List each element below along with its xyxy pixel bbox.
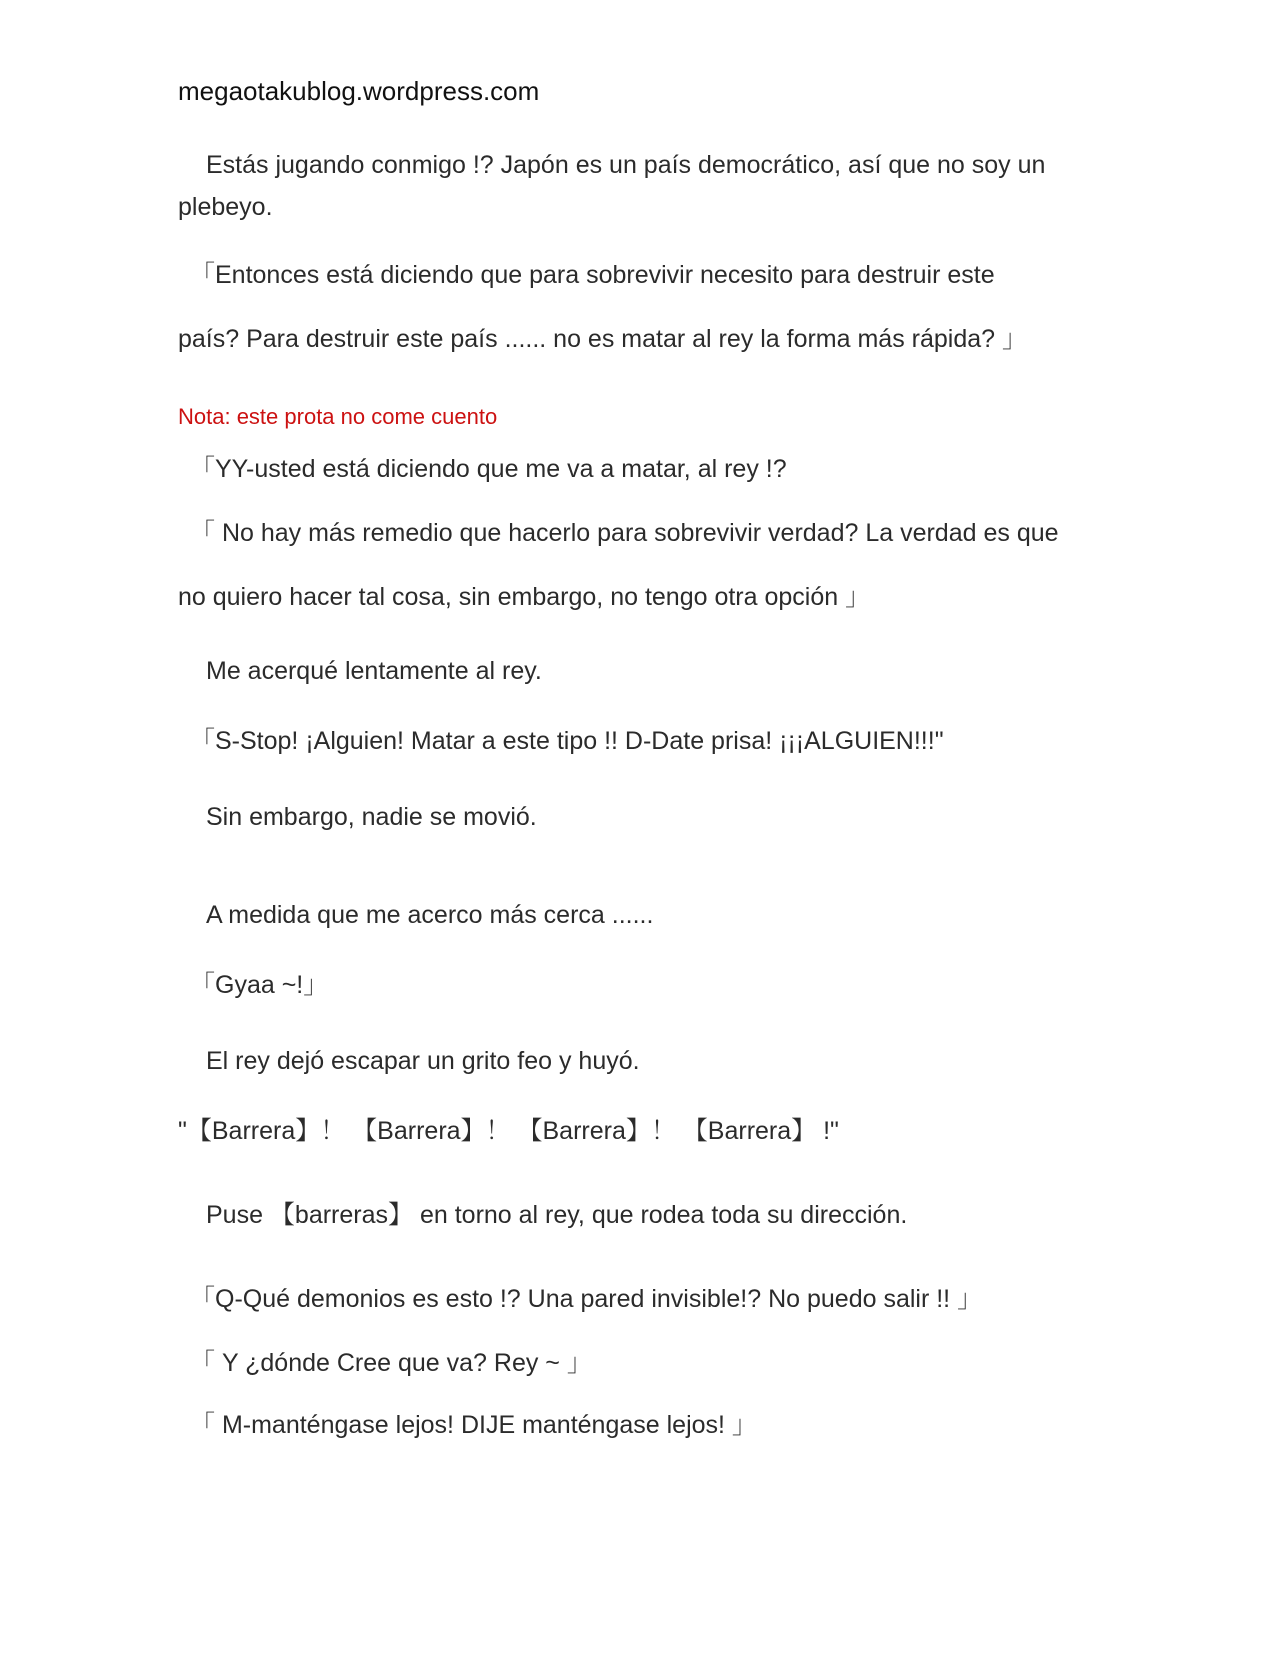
paragraph-line: plebeyo. bbox=[178, 193, 273, 221]
dialogue-line: 「Entonces está diciendo que para sobrevivir necesito para destruir este bbox=[190, 261, 995, 289]
translator-note: Nota: este prota no come cuento bbox=[178, 404, 498, 429]
dialogue-line: no quiero hacer tal cosa, sin embargo, no tengo otra opción 」 bbox=[178, 583, 871, 611]
dialogue-line: 「 Y ¿dónde Cree que va? Rey ~ 」 bbox=[190, 1349, 592, 1377]
dialogue-line: 「YY-usted está diciendo que me va a matar, al rey !? bbox=[190, 455, 787, 483]
dialogue-line: "【Barrera】！ 【Barrera】！ 【Barrera】！ 【Barrera】 !" bbox=[178, 1117, 839, 1145]
dialogue-line: 「Gyaa ~!」 bbox=[190, 971, 329, 999]
dialogue-line: 「S-Stop! ¡Alguien! Matar a este tipo !! D-Date prisa! ¡¡¡ALGUIEN!!!" bbox=[190, 727, 944, 755]
paragraph-line: Me acerqué lentamente al rey. bbox=[206, 657, 542, 685]
dialogue-line: 「Q-Qué demonios es esto !? Una pared invisible!? No puedo salir !! 」 bbox=[190, 1285, 983, 1313]
dialogue-line: 「 M-manténgase lejos! DIJE manténgase lejos! 」 bbox=[190, 1411, 757, 1439]
paragraph-line: El rey dejó escapar un grito feo y huyó. bbox=[206, 1047, 640, 1075]
dialogue-line: 「 No hay más remedio que hacerlo para sobrevivir verdad? La verdad es que bbox=[190, 519, 1059, 547]
paragraph-line: Puse 【barreras】 en torno al rey, que rodea toda su dirección. bbox=[206, 1201, 908, 1229]
paragraph-line: Estás jugando conmigo !? Japón es un país democrático, así que no soy un bbox=[206, 151, 1046, 179]
site-header: megaotakublog.wordpress.com bbox=[178, 76, 540, 106]
paragraph-line: A medida que me acerco más cerca ...... bbox=[206, 901, 654, 929]
dialogue-line: país? Para destruir este país ...... no es matar al rey la forma más rápida? 」 bbox=[178, 325, 1027, 353]
paragraph-line: Sin embargo, nadie se movió. bbox=[206, 803, 537, 831]
